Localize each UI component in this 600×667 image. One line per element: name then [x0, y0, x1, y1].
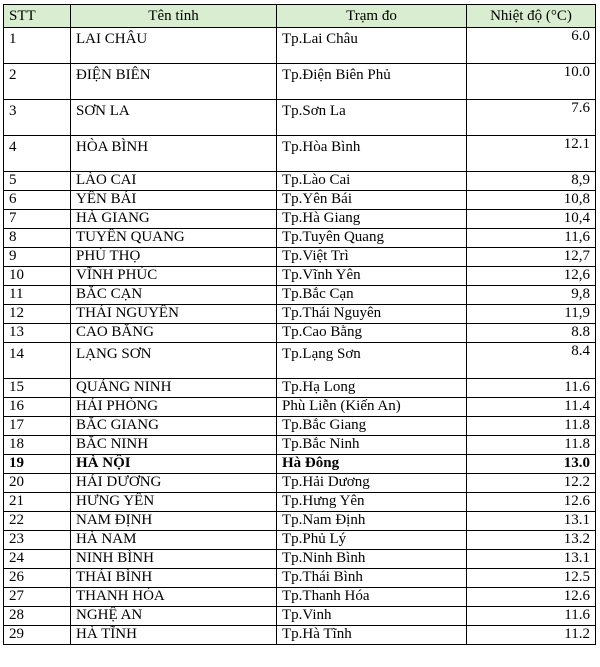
- table-row: [4, 305, 596, 324]
- stt-cell: 23: [4, 531, 71, 550]
- province-cell: YÊN BÁI: [71, 191, 277, 210]
- stt-cell: 16: [4, 398, 71, 417]
- table-row: [4, 343, 596, 379]
- temperature-cell: 12.6: [467, 493, 596, 512]
- table-row: [4, 324, 596, 343]
- stt-cell: 4: [4, 136, 71, 172]
- temperature-cell: 12.6: [467, 588, 596, 607]
- temperature-table-container: [3, 4, 595, 662]
- header-station: Trạm đo: [277, 5, 467, 28]
- temperature-cell: 7.6: [467, 100, 596, 136]
- stt-cell: 9: [4, 248, 71, 267]
- province-cell: LÀO CAI: [71, 172, 277, 191]
- temperature-cell: 13.1: [467, 512, 596, 531]
- province-cell: HÀ NỘI: [71, 455, 277, 474]
- table-row: [4, 379, 596, 398]
- province-cell: HƯNG YÊN: [71, 493, 277, 512]
- station-cell: Tp.Nam Định: [277, 512, 467, 531]
- station-cell: Tp.Điện Biên Phủ: [277, 64, 467, 100]
- stt-cell: 14: [4, 343, 71, 379]
- temperature-cell: 12,7: [467, 248, 596, 267]
- table-row: [4, 398, 596, 417]
- province-cell: LAI CHÂU: [71, 28, 277, 64]
- station-cell: Tp.Hạ Long: [277, 379, 467, 398]
- stt-cell: 10: [4, 267, 71, 286]
- station-cell: Tp.Vinh: [277, 607, 467, 626]
- table-row: [4, 191, 596, 210]
- table-row: [4, 100, 596, 136]
- province-cell: HÀ GIANG: [71, 210, 277, 229]
- station-cell: Tp.Hưng Yên: [277, 493, 467, 512]
- temperature-cell: 10.0: [467, 64, 596, 100]
- province-cell: HẢI PHÒNG: [71, 398, 277, 417]
- province-cell: HẢI DƯƠNG: [71, 474, 277, 493]
- province-cell: NINH BÌNH: [71, 550, 277, 569]
- province-cell: PHÚ THỌ: [71, 248, 277, 267]
- table-row: [4, 417, 596, 436]
- station-cell: Tp.Vĩnh Yên: [277, 267, 467, 286]
- stt-cell: 19: [4, 455, 71, 474]
- province-cell: BẮC GIANG: [71, 417, 277, 436]
- stt-cell: 22: [4, 512, 71, 531]
- stt-cell: 12: [4, 305, 71, 324]
- station-cell: Tp.Sơn La: [277, 100, 467, 136]
- temperature-cell: 11.4: [467, 398, 596, 417]
- temperature-table: [3, 4, 596, 645]
- temperature-cell: 12.5: [467, 569, 596, 588]
- header-province: Tên tỉnh: [71, 5, 277, 28]
- header-stt: STT: [4, 5, 71, 28]
- temperature-cell: 12,6: [467, 267, 596, 286]
- station-cell: Tp.Thái Nguyên: [277, 305, 467, 324]
- temperature-cell: 11.8: [467, 436, 596, 455]
- province-cell: CAO BẰNG: [71, 324, 277, 343]
- province-cell: HÀ NAM: [71, 531, 277, 550]
- province-cell: HÀ TĨNH: [71, 626, 277, 645]
- table-row: [4, 172, 596, 191]
- stt-cell: 13: [4, 324, 71, 343]
- table-row: [4, 229, 596, 248]
- table-row: [4, 455, 596, 474]
- province-cell: SƠN LA: [71, 100, 277, 136]
- province-cell: QUẢNG NINH: [71, 379, 277, 398]
- stt-cell: 3: [4, 100, 71, 136]
- temperature-cell: 13.0: [467, 455, 596, 474]
- province-cell: BẮC CẠN: [71, 286, 277, 305]
- station-cell: Tp.Bắc Ninh: [277, 436, 467, 455]
- province-cell: NAM ĐỊNH: [71, 512, 277, 531]
- table-row: [4, 136, 596, 172]
- temperature-cell: 10,4: [467, 210, 596, 229]
- table-row: [4, 512, 596, 531]
- province-cell: THANH HÓA: [71, 588, 277, 607]
- station-cell: Tp.Lào Cai: [277, 172, 467, 191]
- station-cell: Tp.Việt Trì: [277, 248, 467, 267]
- temperature-cell: 11,9: [467, 305, 596, 324]
- station-cell: Tp.Bắc Giang: [277, 417, 467, 436]
- temperature-cell: 13.1: [467, 550, 596, 569]
- table-row: [4, 248, 596, 267]
- temperature-cell: 11.2: [467, 626, 596, 645]
- stt-cell: 29: [4, 626, 71, 645]
- station-cell: Tp.Lạng Sơn: [277, 343, 467, 379]
- stt-cell: 21: [4, 493, 71, 512]
- station-cell: Tp.Tuyên Quang: [277, 229, 467, 248]
- table-row: [4, 607, 596, 626]
- station-cell: Hà Đông: [277, 455, 467, 474]
- province-cell: LẠNG SƠN: [71, 343, 277, 379]
- station-cell: Tp.Bắc Cạn: [277, 286, 467, 305]
- table-row: [4, 28, 596, 64]
- stt-cell: 7: [4, 210, 71, 229]
- stt-cell: 2: [4, 64, 71, 100]
- stt-cell: 27: [4, 588, 71, 607]
- station-cell: Tp.Hà Tĩnh: [277, 626, 467, 645]
- table-row: [4, 267, 596, 286]
- temperature-cell: 13.2: [467, 531, 596, 550]
- table-row: [4, 550, 596, 569]
- temperature-cell: 11,6: [467, 229, 596, 248]
- stt-cell: 15: [4, 379, 71, 398]
- station-cell: Tp.Phủ Lý: [277, 531, 467, 550]
- stt-cell: 20: [4, 474, 71, 493]
- stt-cell: 6: [4, 191, 71, 210]
- temperature-cell: 6.0: [467, 28, 596, 64]
- province-cell: HÒA BÌNH: [71, 136, 277, 172]
- temperature-cell: 8.4: [467, 343, 596, 379]
- temperature-cell: 8.8: [467, 324, 596, 343]
- stt-cell: 26: [4, 569, 71, 588]
- stt-cell: 24: [4, 550, 71, 569]
- station-cell: Tp.Lai Châu: [277, 28, 467, 64]
- temperature-cell: 11.8: [467, 417, 596, 436]
- table-row: [4, 588, 596, 607]
- stt-cell: 11: [4, 286, 71, 305]
- temperature-cell: 12.1: [467, 136, 596, 172]
- table-row: [4, 493, 596, 512]
- province-cell: THÁI NGUYÊN: [71, 305, 277, 324]
- province-cell: NGHỆ AN: [71, 607, 277, 626]
- temperature-cell: 10,8: [467, 191, 596, 210]
- province-cell: BẮC NINH: [71, 436, 277, 455]
- stt-cell: 5: [4, 172, 71, 191]
- station-cell: Tp.Ninh Bình: [277, 550, 467, 569]
- station-cell: Tp.Thái Bình: [277, 569, 467, 588]
- table-row: [4, 569, 596, 588]
- station-cell: Phù Liễn (Kiến An): [277, 398, 467, 417]
- station-cell: Tp.Hòa Bình: [277, 136, 467, 172]
- station-cell: Tp.Hải Dương: [277, 474, 467, 493]
- province-cell: TUYÊN QUANG: [71, 229, 277, 248]
- station-cell: Tp.Cao Bằng: [277, 324, 467, 343]
- province-cell: ĐIỆN BIÊN: [71, 64, 277, 100]
- header-temperature: Nhiệt độ (°C): [467, 5, 596, 28]
- temperature-cell: 11.6: [467, 379, 596, 398]
- station-cell: Tp.Hà Giang: [277, 210, 467, 229]
- table-row: [4, 474, 596, 493]
- table-row: [4, 626, 596, 645]
- stt-cell: 17: [4, 417, 71, 436]
- stt-cell: 1: [4, 28, 71, 64]
- table-body: [4, 28, 596, 645]
- stt-cell: 8: [4, 229, 71, 248]
- table-row: [4, 436, 596, 455]
- station-cell: Tp.Thanh Hóa: [277, 588, 467, 607]
- table-row: [4, 64, 596, 100]
- temperature-cell: 12.2: [467, 474, 596, 493]
- stt-cell: 18: [4, 436, 71, 455]
- temperature-cell: 11.6: [467, 607, 596, 626]
- stt-cell: 28: [4, 607, 71, 626]
- table-row: [4, 531, 596, 550]
- station-cell: Tp.Yên Bái: [277, 191, 467, 210]
- temperature-cell: 8,9: [467, 172, 596, 191]
- table-row: [4, 286, 596, 305]
- table-row: [4, 210, 596, 229]
- header-row: [4, 5, 596, 28]
- province-cell: THÁI BÌNH: [71, 569, 277, 588]
- temperature-cell: 9,8: [467, 286, 596, 305]
- province-cell: VĨNH PHÚC: [71, 267, 277, 286]
